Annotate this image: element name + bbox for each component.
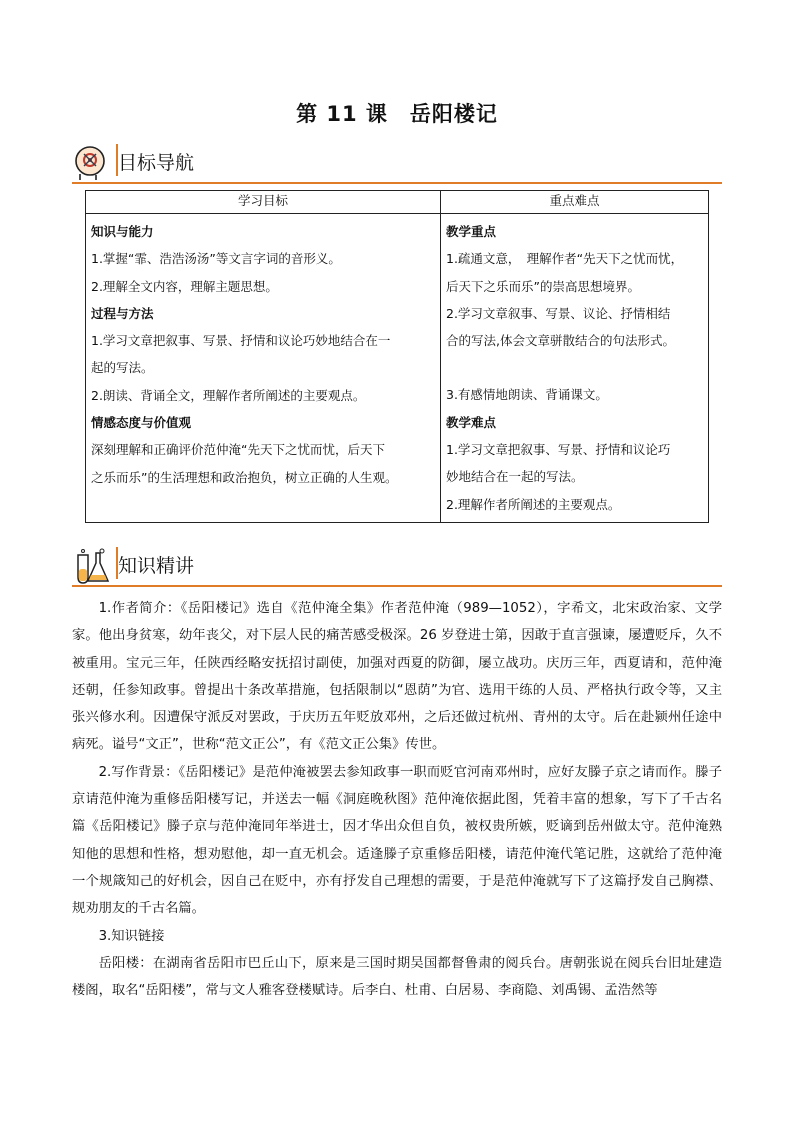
keypoint-item: 1.疏通文意， 理解作者“先天下之忧而忧， xyxy=(446,251,684,267)
lab-flask-icon xyxy=(72,547,112,585)
goal-heading: 知识与能力 xyxy=(91,224,154,239)
keypoint-heading: 教学难点 xyxy=(446,414,497,430)
goal-item: 2.理解全文内容，理解主题思想。 xyxy=(91,278,278,294)
goals-cell xyxy=(86,214,441,523)
keypoints-cell xyxy=(441,214,709,523)
goal-item: 起的写法。 xyxy=(91,360,154,376)
paragraph-background: 2.写作背景：《岳阳楼记》是范仲淹被罢去参知政事一职而贬官河南邓州时，应好友滕子京之请而作。滕子京请范仲淹为重修岳阳楼写记，并送去一幅《洞庭晚秋图》范仲淹依据此图，凭着丰富的想象，写下了千古名篇《岳阳楼记》滕子京与范仲淹同年举进士，因才华出众但自负，被权贵所嫉，贬谪到岳州做太守。范仲淹熟知他的思想和性格，想劝慰他，却一直无机会。适逢滕子京重修岳阳楼，请范仲淹代笔记胜，这就给了范仲淹一个规箴知己的好机会，因自己在贬中，亦有抒发自己理想的需要，于是范仲淹就写下了这篇抒发自己胸襟、规劝朋友的千古名篇。 xyxy=(72,764,722,917)
paragraph-author: 1.作者简介：《岳阳楼记》选自《范仲淹全集》作者范仲淹（989—1052），字希文，北宋政治家、文学家。他出身贫寒，幼年丧父，对下层人民的痛苦感受极深。26 岁登进士第，因敢于直言强谏，屡遭贬斥，久不被重用。宝元三年，任陕西经略安抚招讨副使，加强对西夏的防御，屡立战功。庆历三年，西夏请和，范仲淹还朝，任参知政事。曾提出十条改革措施，包括限制以“恩荫”为官、选用干练的人员、严格执行政令等，又主张兴修水利。因遭保守派反对罢政，于庆历五年贬放邓州，之后还做过杭州、青州的太守。后在赴颍州任途中病死。谥号“文正”，世称“范文正公”，有《范文正公集》传世。 xyxy=(72,601,722,753)
goal-heading: 过程与方法 xyxy=(91,305,154,321)
goals-table xyxy=(85,190,709,523)
goal-item: 深刻理解和正确评价范仲淹“先天下之忧而忧，后天下 xyxy=(91,442,385,458)
section-title: 目标导航 xyxy=(118,152,195,174)
paragraph-yueyang-tower: 岳阳楼：在湖南省岳阳市巴丘山下，原来是三国时期吴国都督鲁肃的阅兵台。唐朝张说在阅兵台旧址建造楼阁，取名“岳阳楼”，常与文人雅客登楼赋诗。后李白、杜甫、白居易、李商隐、刘禹锡、孟浩然等 xyxy=(72,955,722,999)
paragraph-knowledge-link: 3.知识链接 xyxy=(98,928,165,944)
goal-heading: 情感态度与价值观 xyxy=(91,415,192,431)
goal-item: 1.掌握“霏、浩浩汤汤”等文言字词的音形义。 xyxy=(91,251,341,267)
keypoint-heading: 教学重点 xyxy=(446,224,497,239)
keypoint-item: 2.理解作者所阐述的主要观点。 xyxy=(446,496,621,512)
goal-item: 2.朗读、背诵全文，理解作者所阐述的主要观点。 xyxy=(91,387,366,403)
head-gears-icon xyxy=(72,144,112,182)
keypoint-item: 3.有感情地朗读、背诵课文。 xyxy=(446,387,608,403)
section-rule xyxy=(72,182,722,184)
section-rule xyxy=(72,585,722,587)
page-title: 第 11 课 岳阳楼记 xyxy=(296,102,498,126)
table-header-keypoints: 重点难点 xyxy=(441,191,709,214)
body-text xyxy=(72,595,722,1004)
blank-line xyxy=(446,354,703,381)
keypoint-item: 后天下之乐而乐”的崇高思想境界。 xyxy=(446,278,640,294)
table-header-goals: 学习目标 xyxy=(86,191,441,214)
keypoint-item: 合的写法,体会文章骈散结合的句法形式。 xyxy=(446,333,675,349)
keypoint-item: 2.学习文章叙事、写景、议论、抒情相结 xyxy=(446,305,671,321)
keypoint-item: 妙地结合在一起的写法。 xyxy=(446,469,584,485)
keypoint-item: 1.学习文章把叙事、写景、抒情和议论巧 xyxy=(446,442,671,458)
section-title: 知识精讲 xyxy=(118,555,195,577)
section-header-knowledge xyxy=(72,545,722,585)
section-header-goals xyxy=(72,142,722,182)
goal-item: 之乐而乐”的生活理想和政治抱负，树立正确的人生观。 xyxy=(91,469,398,485)
goal-item: 1.学习文章把叙事、写景、抒情和议论巧妙地结合在一 xyxy=(91,333,391,349)
